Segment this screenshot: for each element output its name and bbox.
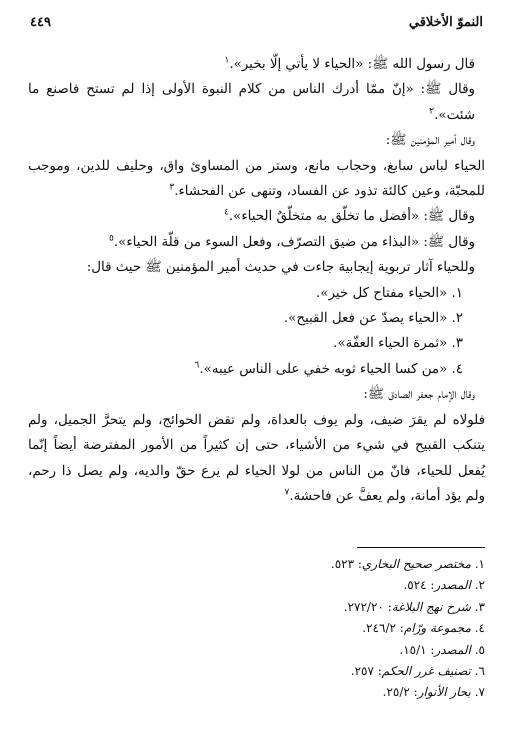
paragraph-intro: وللحياء آثار تربوية إيجابية جاءت في حديث أمير المؤمنين ﷺ حيث قال:: [86, 260, 475, 276]
paragraph-intro: وقال الإمام جعفر الصادق ﷺ:: [363, 387, 475, 403]
footnote: ٧. بحار الأنوار: ٢٥/٢.: [382, 685, 485, 700]
paragraph: وقال ﷺ: «إنّ ممّا أدرك الناس من كلام النبوة الأولى إذا لم تستح فاصنع ما شئت».$^٢$: [28, 82, 475, 123]
book-title: النموّ الأخلاقي: [408, 14, 483, 30]
paragraph-intro: وقال أمير المؤمنين ﷺ:: [385, 133, 475, 149]
footnote-ref: ٢: [429, 106, 435, 117]
quote-paragraph: الحياء لباس سابغ، وحجاب مانع، وستر من المساوئ واق، وحليف للدين، وموجب للمحبّة، وعين كالئة تذود عن الفساد، وتنهى عن الفحشاء.$^٣$: [28, 158, 485, 200]
footnotes: [28, 554, 485, 704]
paragraph: وقال ﷺ: «البذاء من ضيق التصرّف، وفعل السوء من قلّة الحياء».$^٥$: [109, 233, 475, 250]
body-text: [28, 52, 485, 509]
footnote: ١. مختصر صحيح البخاري: ٥٢٣.: [330, 557, 485, 571]
running-head: [30, 10, 483, 34]
paragraph: قال رسول الله ﷺ: «الحياء لا يأتي إلّا بخير».$^١$: [224, 55, 475, 72]
footnote: ٢. المصدر: ٥٢٤.: [403, 578, 485, 593]
footnote-ref: ٧: [284, 487, 290, 498]
footnote-ref: ٣: [169, 182, 175, 193]
list-item: ٤. «من كسا الحياء ثوبه خفي على الناس عيبه».$^٦$: [194, 360, 463, 377]
list-item: ١. «الحياء مفتاح كل خير».: [316, 285, 463, 301]
footnote-ref: ٥: [109, 233, 114, 244]
footnote-ref: ٤: [224, 207, 229, 218]
footnote-ref: ١: [224, 55, 230, 66]
list-item: ٣. «ثمرة الحياء العفّة».: [333, 336, 463, 352]
page-number: ٤٤٩: [30, 14, 51, 30]
list-item: ٢. «الحياء يصدّ عن فعل القبيح».: [283, 311, 463, 327]
footnote-divider: [357, 547, 485, 548]
footnote: ٤. مجموعة ورّام: ٢٤٦/٢.: [362, 621, 485, 636]
paragraph: وقال ﷺ: «أفضل ما تخلّق به متخلّقٌ الحياء».$^٤$: [224, 207, 475, 225]
footnote-ref: ٦: [194, 360, 200, 371]
quote-paragraph: فلولاه لم يقرَ ضيف، ولم يوف بالعداة، ولم تقض الحوائج، ولم يتحرَّ الجميل، ولم يتنكب القبيح في شيء من الأشياء، حتى إن كثيراً من الأمور المفترضة أيضاً إنّما يُفعل للحياء، فانّ من الناس من لولا الحياء لم يرع حقّ والديه، ولم يصل ذا رحم، ولم يؤد أمانة، ولم يعفَّ عن فاحشة.$^٧$: [28, 412, 485, 504]
footnote: ٥. المصدر: ١٥/١.: [399, 642, 485, 657]
footnote: ٦. تصنيف غرر الحكم: ٢٥٧.: [350, 664, 485, 679]
footnote: ٣. شرح نهج البلاغة: ٢٧٢/٢٠.: [343, 599, 485, 614]
